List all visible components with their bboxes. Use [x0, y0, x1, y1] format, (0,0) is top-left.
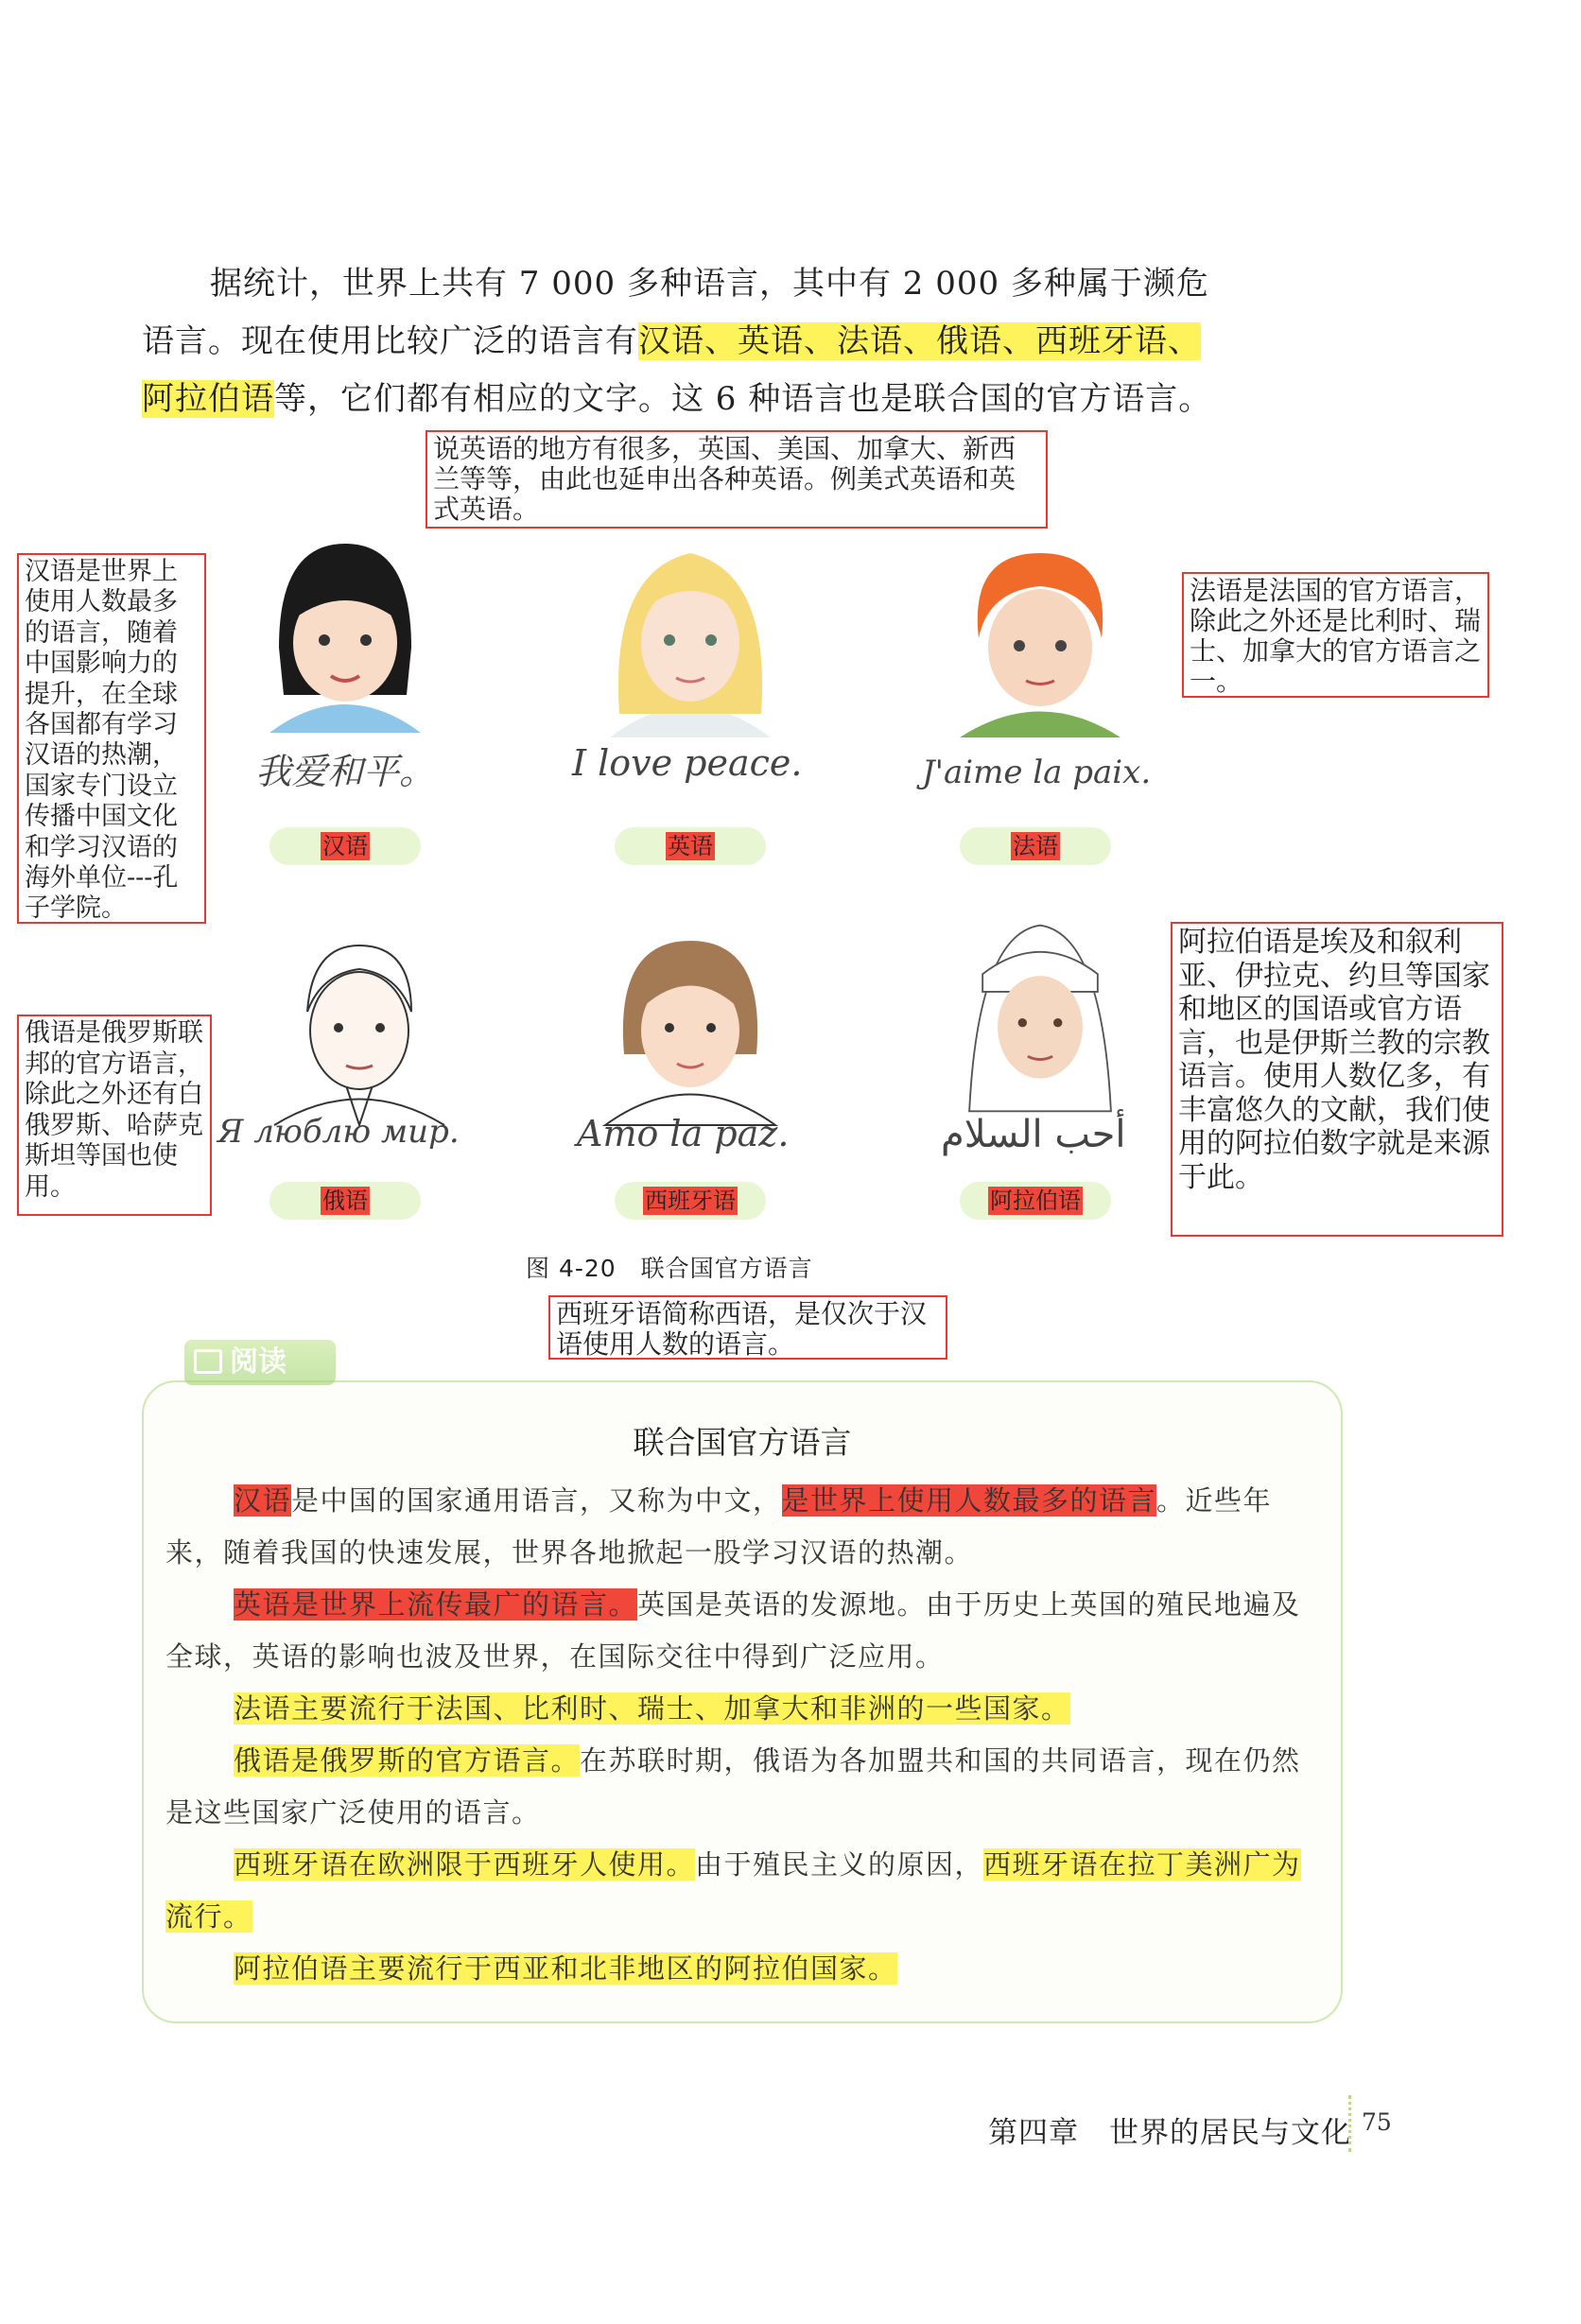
tag-arabic: 阿拉伯语 [960, 1182, 1111, 1220]
phrase-arabic: أحب السلام [941, 1113, 1126, 1156]
reading-badge-label: 阅读 [230, 1345, 287, 1379]
intro-highlight-languages: 汉语、英语、法语、俄语、西班牙语、阿拉伯语 [142, 322, 1201, 418]
tag-chinese: 汉语 [269, 827, 421, 865]
reading-title: 联合国官方语言 [633, 1424, 852, 1461]
reading-body [165, 1475, 1329, 1995]
reading-paragraph-spanish: 西班牙语在欧洲限于西班牙人使用。由于殖民主义的原因，西班牙语在拉丁美洲广为流行。 [165, 1848, 1301, 1933]
reading-paragraph-english: 英语是世界上流传最广的语言。英国是英语的发源地。由于历史上英国的殖民地遍及全球，英语的影响也波及世界，在国际交往中得到广泛应用。 [165, 1588, 1301, 1673]
tag-russian: 俄语 [269, 1182, 421, 1220]
figure-caption: 图 4-20 联合国官方语言 [526, 1255, 813, 1282]
portrait-french-boy [936, 534, 1144, 742]
portrait-chinese-girl [241, 534, 449, 742]
tag-english: 英语 [615, 827, 766, 865]
portrait-english-girl [586, 534, 794, 742]
phrase-spanish: Amo la paz. [577, 1113, 790, 1154]
note-english: 说英语的地方有很多，英国、美国、加拿大、新西兰等等，由此也延申出各种英语。例美式英语和英式英语。 [426, 430, 1048, 529]
reading-paragraph-russian: 俄语是俄罗斯的官方语言。在苏联时期，俄语为各加盟共和国的共同语言，现在仍然是这些国家广泛使用的语言。 [165, 1744, 1301, 1829]
tag-french: 法语 [960, 827, 1111, 865]
book-icon [194, 1349, 222, 1374]
phrase-russian: Я люблю мир. [217, 1113, 460, 1151]
tag-spanish: 西班牙语 [615, 1182, 766, 1220]
note-arabic: 阿拉伯语是埃及和叙利亚、伊拉克、约旦等国家和地区的国语或官方语言，也是伊斯兰教的宗教语言。使用人数亿多，有丰富悠久的文献，我们使用的阿拉伯数字就是来源于此。 [1171, 922, 1503, 1237]
phrase-chinese: 我爱和平。 [255, 751, 436, 792]
phrase-english: I love peace. [572, 742, 803, 784]
phrase-french: J'aime la paix. [922, 754, 1152, 791]
note-french: 法语是法国的官方语言，除此之外还是比利时、瑞士、加拿大的官方语言之一。 [1182, 572, 1489, 698]
intro-paragraph [142, 255, 1229, 428]
note-chinese: 汉语是世界上使用人数最多的语言，随着中国影响力的提升，在全球各国都有学习汉语的热潮，国家专门设立传播中国文化和学习汉语的海外单位---孔子学院。 [17, 553, 206, 924]
page-number: 75 [1362, 2108, 1392, 2136]
portrait-russian-boy [255, 922, 463, 1130]
reading-paragraph-arabic: 阿拉伯语主要流行于西亚和北非地区的阿拉伯国家。 [234, 1952, 897, 1985]
intro-text-2: 等，它们都有相应的文字。这 6 种语言也是联合国的官方语言。 [274, 380, 1212, 418]
intro-text-1: 据统计，世界上共有 7 000 多种语言，其中有 2 000 多种属于濒危语言。现在使用比较广泛的语言有 [142, 265, 1209, 360]
portrait-arabic-boy [936, 908, 1144, 1116]
reading-badge [184, 1340, 336, 1385]
chapter-footer: 第四章 世界的居民与文化 [988, 2116, 1351, 2150]
reading-paragraph-chinese: 汉语是中国的国家通用语言，又称为中文，是世界上使用人数最多的语言。近些年来，随着我国的快速发展，世界各地掀起一股学习汉语的热潮。 [165, 1484, 1273, 1569]
page-divider [1348, 2095, 1361, 2152]
note-spanish: 西班牙语简称西语，是仅次于汉语使用人数的语言。 [548, 1295, 947, 1360]
portrait-spanish-woman [586, 922, 794, 1130]
reading-paragraph-french: 法语主要流行于法国、比利时、瑞士、加拿大和非洲的一些国家。 [234, 1692, 1070, 1725]
note-russian: 俄语是俄罗斯联邦的官方语言，除此之外还有白俄罗斯、哈萨克斯坦等国也使用。 [17, 1015, 212, 1216]
